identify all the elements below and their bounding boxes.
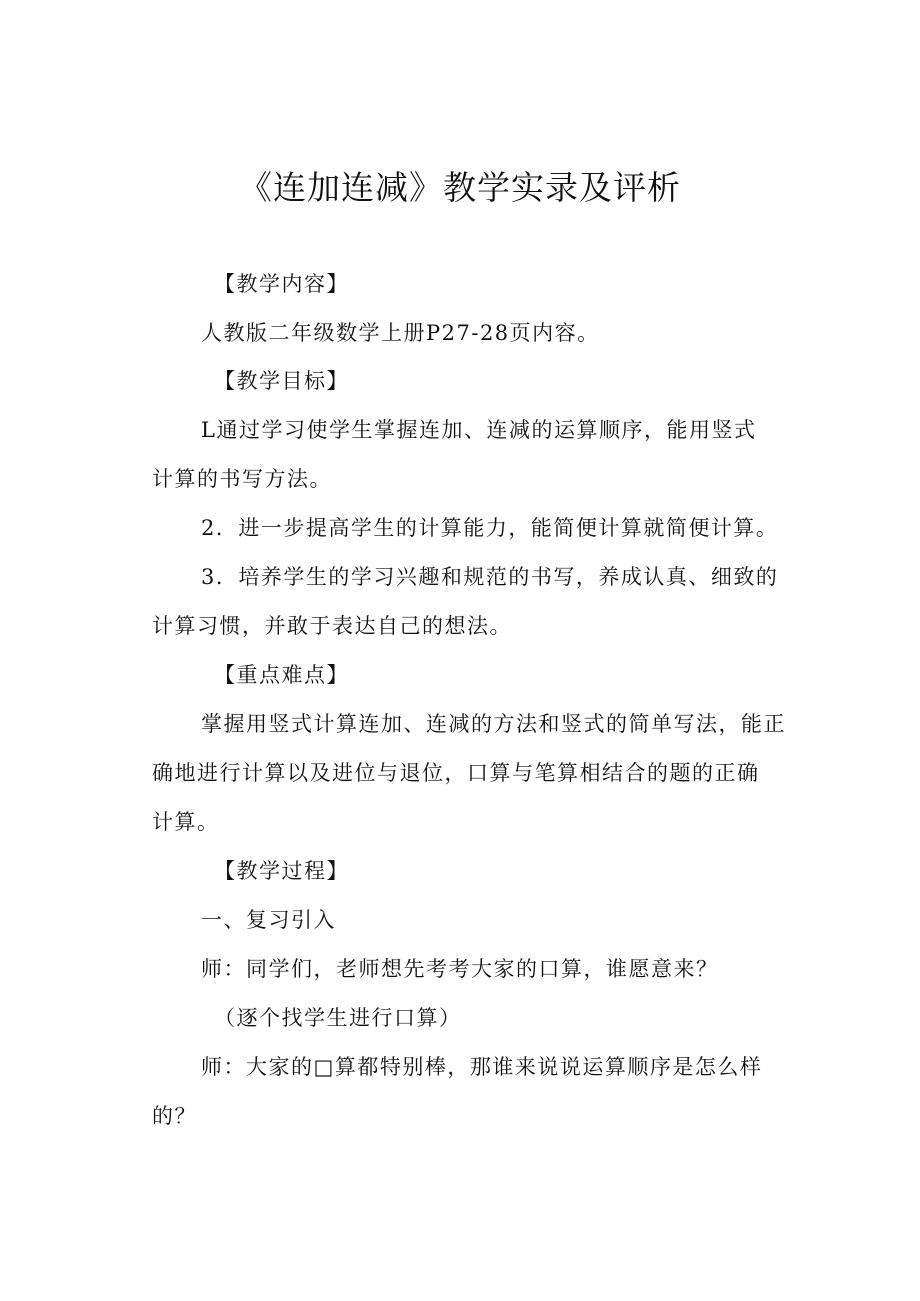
- objective-3-line-1: 3．培养学生的学习兴趣和规范的书写，养成认真、细致的: [201, 565, 779, 589]
- section-heading-objectives: 【教学目标】: [214, 369, 349, 393]
- objective-1-line-1: L通过学习使学生掌握连加、连减的运算顺序，能用竖式: [201, 418, 757, 442]
- section-heading-process: 【教学过程】: [214, 859, 349, 883]
- paragraph-content: 人教版二年级数学上册P27-28页内容。: [201, 321, 600, 345]
- stage-note: （逐个找学生进行口算）: [214, 1006, 462, 1030]
- teacher-line-1: 师：同学们，老师想先考考大家的口算，谁愿意来？: [201, 957, 719, 981]
- teacher-line-2-part-1: 师：大家的□算都特别棒，那谁来说说运算顺序是怎么样: [201, 1055, 763, 1079]
- process-step-1: 一、复习引入: [201, 908, 336, 932]
- objective-3-line-2: 计算习惯，并敢于表达自己的想法。: [152, 614, 512, 638]
- section-heading-key-points: 【重点难点】: [214, 663, 349, 687]
- section-heading-content: 【教学内容】: [214, 272, 349, 296]
- document-title: 《连加连减》教学实录及评析: [239, 168, 681, 207]
- objective-1-line-2: 计算的书写方法。: [152, 467, 332, 491]
- objective-2: 2．进一步提高学生的计算能力，能简便计算就简便计算。: [201, 516, 779, 540]
- teacher-line-2-part-2: 的？: [152, 1104, 197, 1128]
- key-points-line-2: 确地进行计算以及进位与退位，口算与笔算相结合的题的正确: [152, 761, 760, 785]
- key-points-line-3: 计算。: [152, 810, 220, 834]
- key-points-line-1: 掌握用竖式计算连加、连减的方法和竖式的简单写法，能正: [201, 712, 786, 736]
